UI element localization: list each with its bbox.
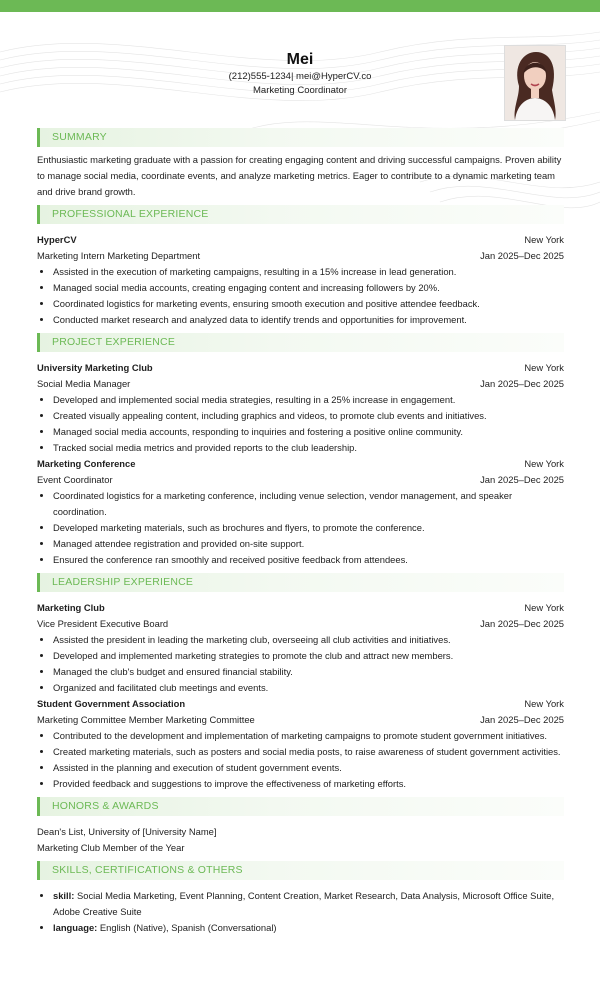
role: Event Coordinator (37, 474, 113, 485)
language-item (53, 920, 564, 936)
organization: HyperCV (37, 234, 77, 245)
project-experience-heading (37, 333, 564, 352)
leadership-entry (37, 600, 564, 696)
bullet-item: • Developed and implemented social media strategies, resulting in a 25% increase in engagement. (53, 392, 564, 408)
dates: Jan 2025–Dec 2025 (480, 618, 564, 629)
bullet-item: • Developed marketing materials, such as brochures and flyers, to promote the conference. (53, 520, 564, 536)
dates: Jan 2025–Dec 2025 (480, 714, 564, 725)
organization: Student Government Association (37, 698, 186, 709)
dates: Jan 2025–Dec 2025 (480, 250, 564, 261)
leadership-entry (37, 696, 564, 792)
organization: University Marketing Club (37, 362, 153, 373)
honor-item: Dean's List, University of [University Name] (37, 826, 217, 837)
project-entry (37, 360, 564, 456)
honors-title: HONORS & AWARDS (52, 800, 159, 812)
bullet-item: • Ensured the conference ran smoothly and received positive feedback from attendees. (53, 552, 564, 568)
honors-heading (37, 797, 564, 816)
skills-section (37, 861, 564, 936)
project-experience-section (37, 333, 564, 568)
honor-item: Marketing Club Member of the Year (37, 842, 185, 853)
bullet-item: • Coordinated logistics for marketing events, ensuring smooth execution and positive attendee feedback. (53, 296, 564, 312)
skills-title: SKILLS, CERTIFICATIONS & OTHERS (52, 864, 243, 876)
profile-photo (504, 45, 566, 121)
candidate-name: Mei (286, 51, 314, 68)
summary-section (37, 128, 564, 200)
job-title: Marketing Coordinator (253, 85, 347, 96)
professional-experience-section (37, 205, 564, 328)
bullet-item: • Organized and facilitated club meetings and events. (53, 680, 564, 696)
dates: Jan 2025–Dec 2025 (480, 378, 564, 389)
organization: Marketing Club (37, 602, 105, 613)
bullet-item: • Assisted the president in leading the marketing club, overseeing all club activities and initiatives. (53, 632, 564, 648)
summary-heading (37, 128, 564, 147)
language-value: English (Native), Spanish (Conversational) (99, 922, 277, 933)
location: New York (524, 602, 564, 613)
dates: Jan 2025–Dec 2025 (480, 474, 564, 485)
bullet-list (37, 632, 564, 696)
bullet-list (37, 392, 564, 456)
bullet-item: • Conducted market research and analyzed data to identify trends and opportunities for improvement. (53, 312, 564, 328)
location: New York (524, 362, 564, 373)
location: New York (524, 458, 564, 469)
bullet-list (37, 488, 564, 568)
bullet-item: • Created marketing materials, such as posters and social media posts, to raise awareness of student government activities. (53, 744, 564, 760)
bullet-item: • Contributed to the development and implementation of marketing campaigns to promote student government initiatives. (53, 728, 564, 744)
contact-info: (212)555-1234| mei@HyperCV.co (228, 71, 372, 82)
location: New York (524, 698, 564, 709)
bullet-item: • Assisted in the planning and execution of student government events. (53, 760, 564, 776)
role: Vice President Executive Board (37, 618, 169, 629)
resume-body (37, 128, 564, 941)
experience-entry (37, 232, 564, 328)
bullet-item: • Assisted in the execution of marketing campaigns, resulting in a 15% increase in lead generation. (53, 264, 564, 280)
project-experience-title: PROJECT EXPERIENCE (52, 336, 176, 348)
skill-value: Social Media Marketing, Event Planning, Content Creation, Market Research, Data Analysis, Microsoft Office Suite, Adobe Creative Suite (53, 890, 555, 917)
top-accent-bar (0, 0, 600, 12)
professional-experience-heading (37, 205, 564, 224)
bullet-item: • Coordinated logistics for a marketing conference, including venue selection, vendor management, and speaker coordination. (53, 488, 564, 520)
skills-heading (37, 861, 564, 880)
project-entry (37, 456, 564, 568)
skill-item (53, 888, 564, 920)
bullet-item: • Provided feedback and suggestions to improve the effectiveness of marketing efforts. (53, 776, 564, 792)
skills-list (37, 888, 564, 936)
bullet-item: • Managed social media accounts, responding to inquiries and fostering a positive online community. (53, 424, 564, 440)
summary-title: SUMMARY (52, 131, 107, 143)
bullet-item: • Managed social media accounts, creating engaging content and increasing followers by 20%. (53, 280, 564, 296)
language-label: language: (53, 922, 98, 933)
bullet-item: • Managed the club's budget and ensured financial stability. (53, 664, 564, 680)
bullet-item: • Managed attendee registration and provided on-site support. (53, 536, 564, 552)
bullet-item: • Developed and implemented marketing strategies to promote the club and attract new members. (53, 648, 564, 664)
role: Social Media Manager (37, 378, 131, 389)
role: Marketing Committee Member Marketing Committee (37, 714, 255, 725)
organization: Marketing Conference (37, 458, 136, 469)
leadership-experience-title: LEADERSHIP EXPERIENCE (52, 576, 194, 588)
honors-section (37, 797, 564, 856)
role: Marketing Intern Marketing Department (37, 250, 201, 261)
bullet-item: • Created visually appealing content, including graphics and videos, to promote club events and initiatives. (53, 408, 564, 424)
bullet-list (37, 264, 564, 328)
leadership-experience-heading (37, 573, 564, 592)
leadership-experience-section (37, 573, 564, 792)
professional-experience-title: PROFESSIONAL EXPERIENCE (52, 208, 209, 220)
summary-text: Enthusiastic marketing graduate with a passion for creating engaging content and driving successful campaigns. Proven ability to manage social media, coordinate events, and analyze marketing metrics. Eager to contribute to a dynamic marketing team and drive brand growth. (37, 154, 562, 197)
location: New York (524, 234, 564, 245)
skill-label: skill: (53, 890, 75, 901)
bullet-item: • Tracked social media metrics and provided reports to the club leadership. (53, 440, 564, 456)
bullet-list (37, 728, 564, 792)
